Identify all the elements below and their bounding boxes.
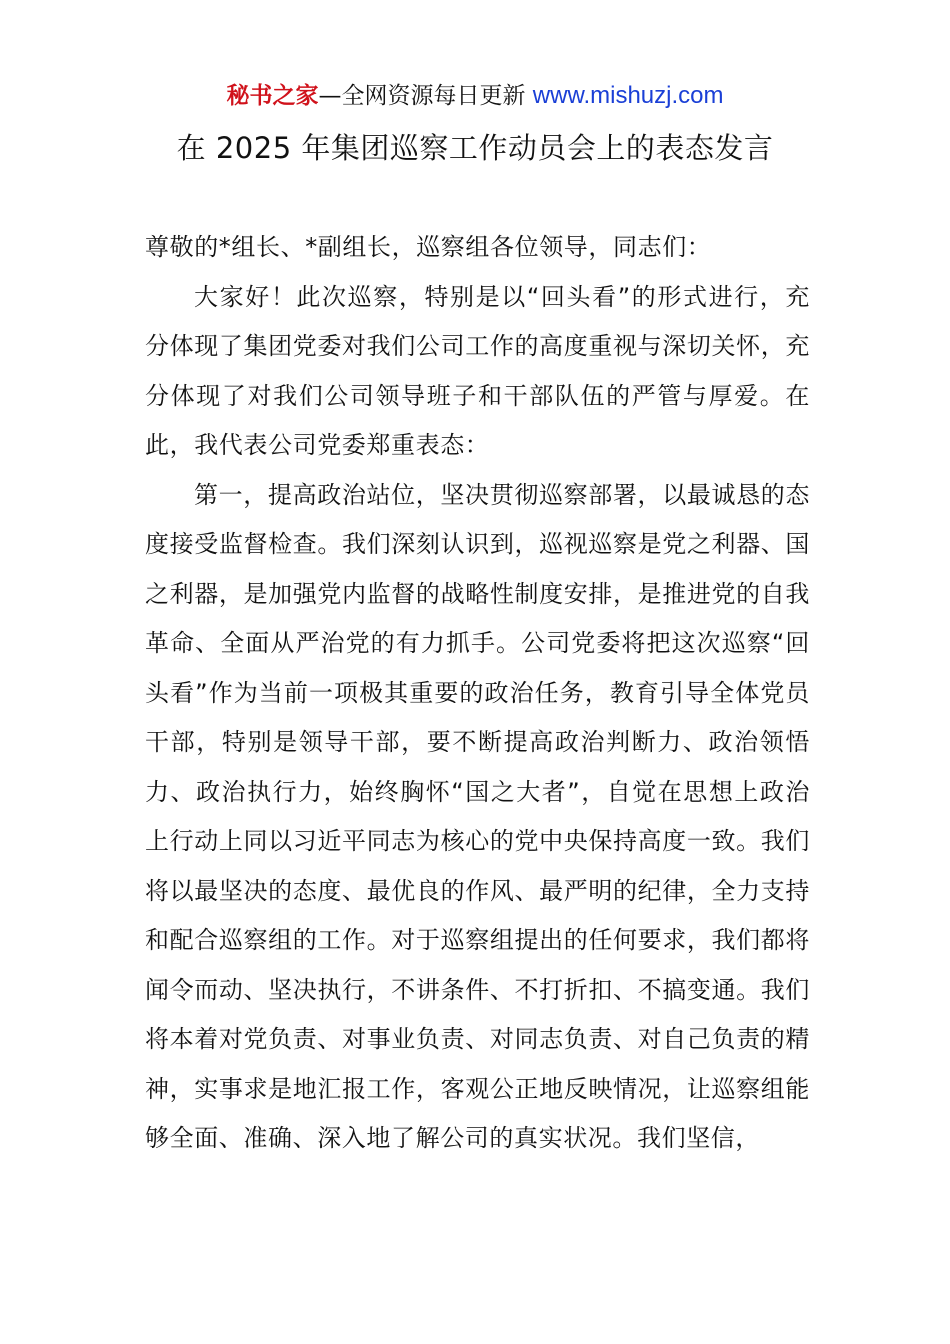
site-url-link[interactable]: www.mishuzj.com <box>532 82 724 109</box>
salutation: 尊敬的*组长、*副组长，巡察组各位领导，同志们： <box>145 233 712 261</box>
site-brand: 秘书之家 <box>226 83 319 109</box>
paragraph-first-point: 第一，提高政治站位，坚决贯彻巡察部署，以最诚恳的态度接受监督检查。我们深刻认识到，巡视巡察是党之利器、国之利器，是加强党内监督的战略性制度安排，是推进党的自我革命、全面从严治党的有力抓手。公司党委将把这次巡察“回头看”作为当前一项极其重要的政治任务，教育引导全体党员干部，特别是领导干部，要不断提高政治判断力、政治领悟力、政治执行力，始终胸怀“国之大者”，自觉在思想上政治上行动上同以习近平同志为核心的党中央保持高度一致。我们将以最坚决的态度、最优良的作风、最严明的纪律，全力支持和配合巡察组的工作。对于巡察组提出的任何要求，我们都将闻令而动、坚决执行，不讲条件、不打折扣、不搞变通。我们将本着对党负责、对事业负责、对同志负责、对自己负责的精神，实事求是地汇报工作，客观公正地反映情况，让巡察组能够全面、准确、深入地了解公司的真实状况。我们坚信， <box>145 480 810 1152</box>
document-body <box>145 223 810 1164</box>
document-title: 在 2025 年集团巡察工作动员会上的表态发言 <box>176 131 774 165</box>
site-tagline: —全网资源每日更新 <box>318 83 526 109</box>
site-header <box>0 78 950 114</box>
paragraph-greeting: 大家好！此次巡察，特别是以“回头看”的形式进行，充分体现了集团党委对我们公司工作的高度重视与深切关怀，充分体现了对我们公司领导班子和干部队伍的严管与厚爱。在此，我代表公司党委郑重表态： <box>145 282 810 459</box>
